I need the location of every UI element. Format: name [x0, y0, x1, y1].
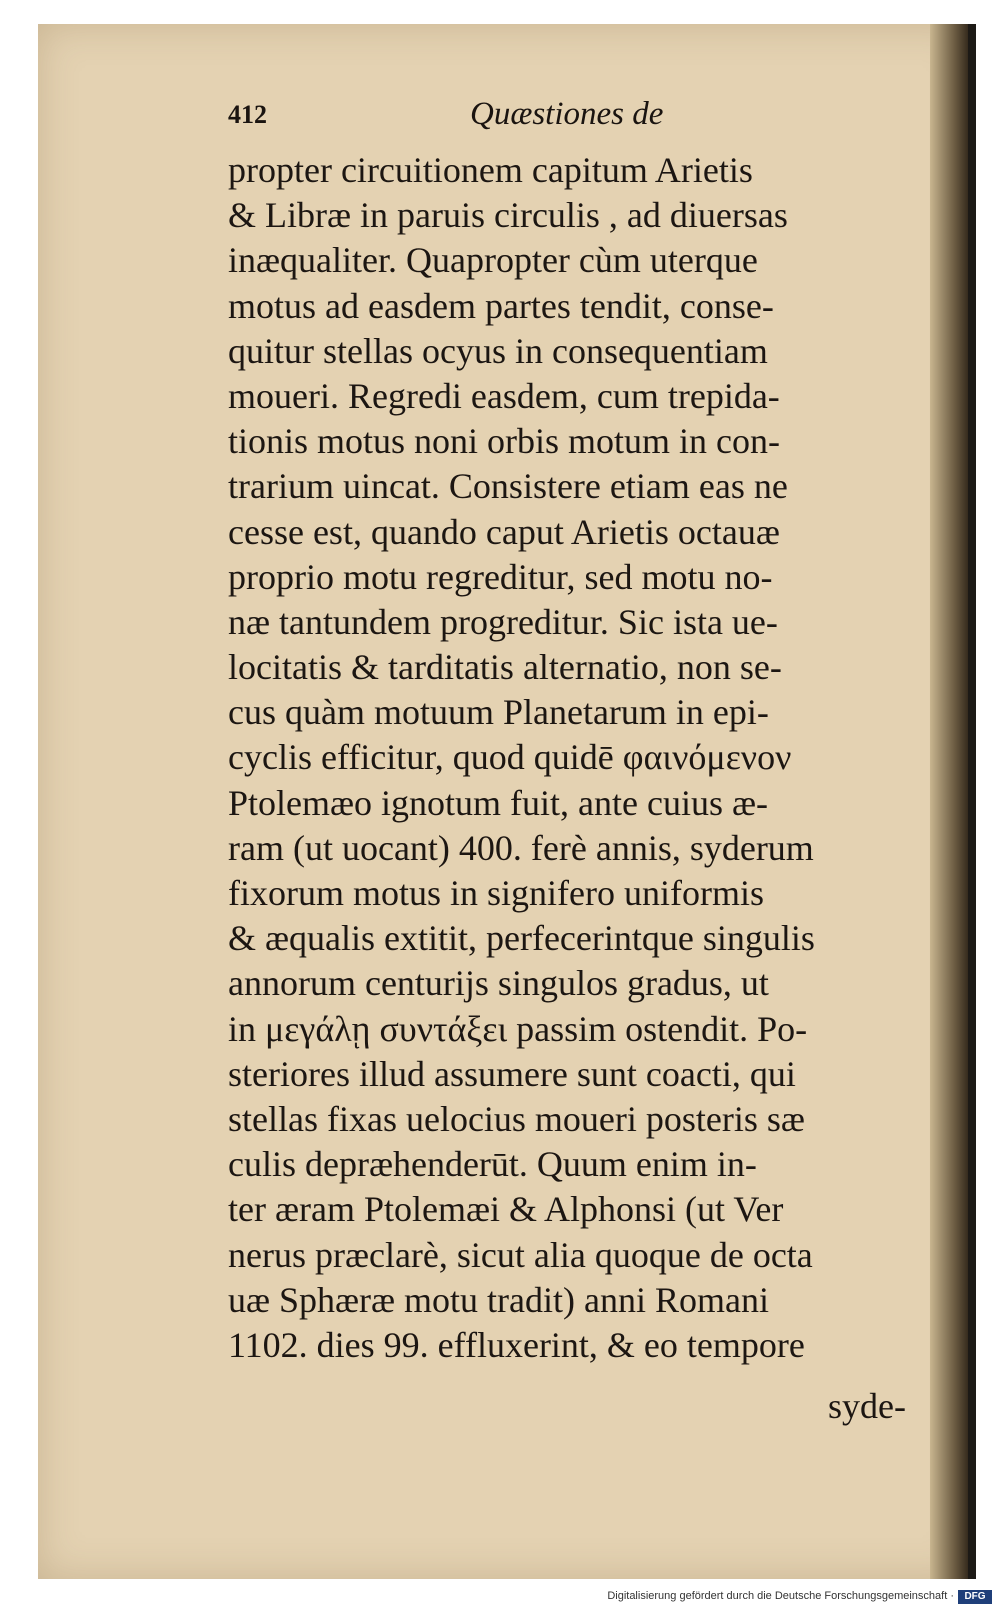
text-line: cus quàm motuum Planetarum in epi-	[228, 692, 769, 733]
text-line: inæqualiter. Quapropter cùm uterque	[228, 240, 758, 281]
text-line: locitatis & tarditatis alternatio, non se-	[228, 647, 782, 688]
text-line: fixorum motus in signifero uniformis	[228, 873, 764, 913]
text-line: cyclis efficitur, quod quidē φαινόμενον	[228, 737, 792, 778]
text-line: næ tantundem progreditur. Sic ista ue-	[228, 601, 778, 642]
text-line: 1102. dies 99. effluxerint, & eo tempore	[228, 1324, 805, 1365]
text-line: propter circuitionem capitum Arietis	[228, 150, 753, 190]
dfg-logo: DFG	[958, 1590, 992, 1604]
text-line: & æqualis extitit, perfecerintque singulis	[228, 918, 815, 959]
page-gutter-shadow	[930, 24, 970, 1579]
body-text	[228, 148, 918, 1368]
text-line: trarium uincat. Consistere etiam eas ne	[228, 466, 788, 507]
page-number: 412	[228, 100, 267, 129]
text-line: motus ad easdem partes tendit, conse-	[228, 285, 774, 326]
text-line: uæ Sphæræ motu tradit) anni Romani	[228, 1279, 769, 1320]
text-line: annorum centurijs singulos gradus, ut	[228, 963, 769, 1004]
text-line: moueri. Regredi easdem, cum trepida-	[228, 375, 780, 416]
text-line: Ptolemæo ignotum fuit, ante cuius æ-	[228, 782, 768, 823]
text-line: tionis motus noni orbis motum in con-	[228, 421, 781, 462]
text-line: ter æram Ptolemæi & Alphonsi (ut Ver	[228, 1189, 784, 1230]
text-line: steriores illud assumere sunt coacti, qui	[228, 1053, 796, 1094]
text-line: quitur stellas ocyus in consequentiam	[228, 330, 768, 371]
running-head: Quæstiones de	[470, 96, 664, 132]
page-edge	[968, 24, 976, 1579]
catchword: syde-	[828, 1386, 906, 1426]
text-line: ram (ut uocant) 400. ferè annis, syderum	[228, 827, 814, 868]
digitization-credit: Digitalisierung gefördert durch die Deutsche Forschungsgemeinschaft ·	[607, 1590, 954, 1602]
text-line: cesse est, quando caput Arietis octauæ	[228, 511, 780, 552]
text-line: stellas fixas uelocius moueri posteris sæ	[228, 1098, 805, 1139]
text-line: & Libræ in paruis circulis , ad diuersas	[228, 195, 788, 236]
text-line: culis depræhenderūt. Quum enim in-	[228, 1144, 757, 1185]
text-line: in μεγάλῃ συντάξει passim ostendit. Po-	[228, 1008, 808, 1049]
text-line: nerus præclarè, sicut alia quoque de octa	[228, 1234, 813, 1275]
text-line: proprio motu regreditur, sed motu no-	[228, 556, 773, 597]
